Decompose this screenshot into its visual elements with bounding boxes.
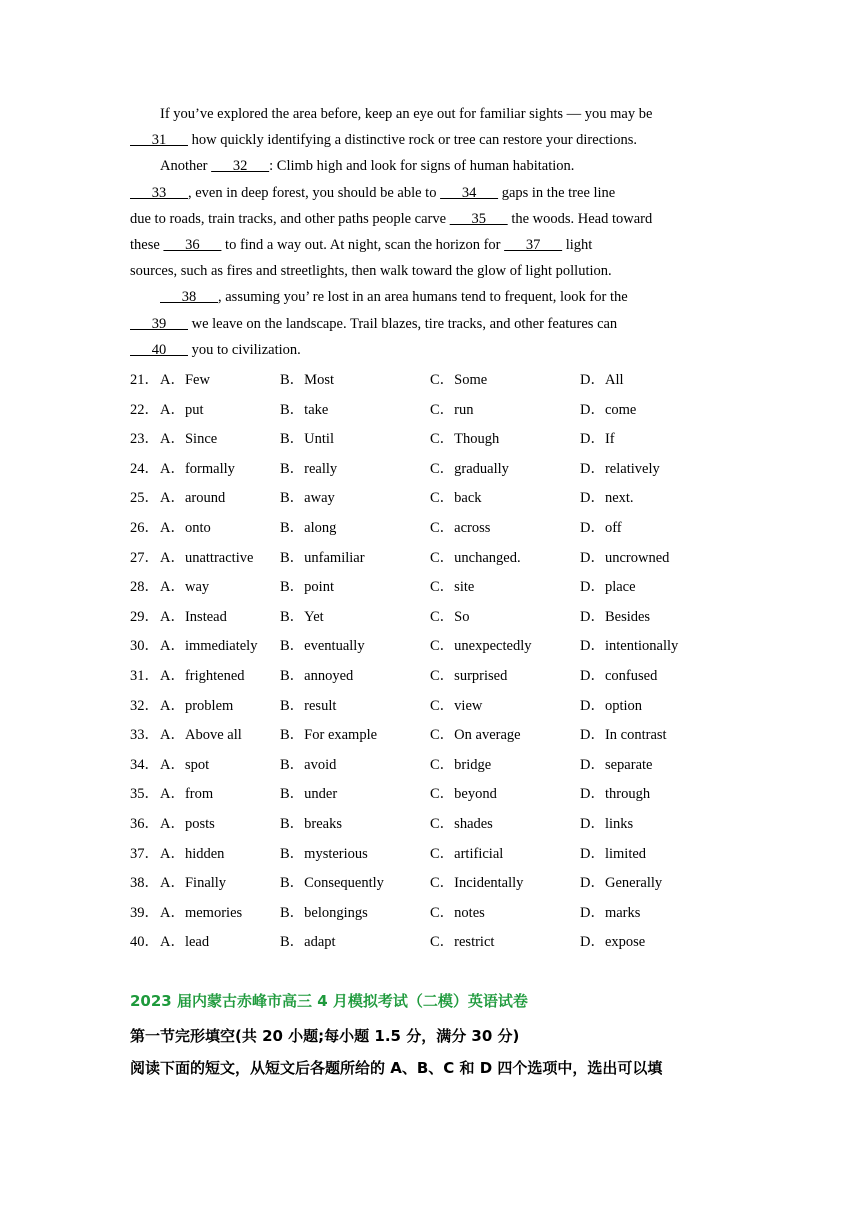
option-d: D．links: [580, 815, 634, 832]
option-c: C．unchanged.: [430, 549, 521, 566]
option-d: D．Besides: [580, 608, 651, 625]
option-a: A．from: [160, 786, 214, 803]
passage-text: how quickly identifying a distinctive rock or tree can restore your directions.: [188, 132, 637, 149]
passage-text: due to roads, train tracks, and other paths people carve: [130, 210, 450, 227]
option-a: A．onto: [160, 519, 211, 536]
option-a: A．Above all: [160, 727, 242, 744]
passage-text: to find a way out. At night, scan the horizon for: [221, 236, 505, 253]
option-d: D．off: [580, 519, 622, 536]
option-d: D．confused: [580, 667, 658, 684]
blank-35: 35: [449, 210, 508, 227]
passage-text: these: [130, 236, 164, 253]
passage-text: sources, such as fires and streetlights, then walk toward the glow of light pollution.: [130, 263, 612, 280]
question-number: 32．: [130, 697, 159, 714]
option-a: A．put: [160, 401, 204, 418]
option-a: A．problem: [160, 697, 234, 714]
question-number: 33．: [130, 727, 159, 744]
question-number: 29．: [130, 608, 159, 625]
option-a: A．formally: [160, 460, 235, 477]
option-a: A．memories: [160, 904, 243, 921]
passage-line: [130, 101, 730, 127]
option-b: B．along: [280, 519, 337, 536]
option-b: B．Consequently: [280, 875, 384, 892]
blank-34: 34: [440, 184, 499, 201]
option-d: D．expose: [580, 934, 646, 951]
option-b: B．away: [280, 490, 335, 507]
question-number: 24．: [130, 460, 159, 477]
option-d: D．come: [580, 401, 637, 418]
question-number: 23．: [130, 431, 159, 448]
option-d: D．All: [580, 372, 624, 388]
blank-33: 33: [130, 184, 188, 201]
passage-line: [130, 337, 730, 363]
option-c: C．gradually: [430, 460, 509, 477]
question-number: 26．: [130, 519, 159, 536]
option-c: C．notes: [430, 904, 485, 921]
option-a: A．spot: [160, 756, 210, 773]
option-c: C．On average: [430, 727, 521, 744]
option-b: B．Yet: [280, 608, 324, 625]
option-c: C．beyond: [430, 786, 497, 803]
passage-line: [130, 284, 730, 310]
option-b: B．take: [280, 401, 329, 418]
question-number: 21．: [130, 372, 159, 388]
option-a: A．Instead: [160, 608, 227, 625]
option-a: A．Since: [160, 431, 218, 448]
option-a: A．unattractive: [160, 549, 254, 566]
option-b: B．eventually: [280, 638, 365, 655]
option-d: D．intentionally: [580, 638, 679, 655]
option-b: B．breaks: [280, 815, 343, 832]
option-b: B．Until: [280, 431, 334, 448]
passage-text: , even in deep forest, you should be able to: [188, 184, 441, 201]
option-b: B．avoid: [280, 756, 337, 773]
question-number: 28．: [130, 579, 159, 596]
option-d: D．option: [580, 697, 643, 714]
question-number: 31．: [130, 667, 159, 684]
question-number: 35．: [130, 786, 159, 803]
section-title: 第一节完形填空(共 20 小题;每小题 1.5 分，满分 30 分): [130, 1027, 520, 1045]
option-a: A．Finally: [160, 875, 227, 892]
option-d: D．place: [580, 579, 636, 596]
passage-text: light: [562, 236, 593, 253]
option-a: A．posts: [160, 815, 215, 832]
option-b: B．unfamiliar: [280, 549, 365, 566]
option-d: D．If: [580, 431, 615, 448]
option-b: B．result: [280, 697, 337, 714]
question-number: 36．: [130, 815, 159, 832]
option-a: A．lead: [160, 934, 210, 951]
option-c: C．Though: [430, 431, 500, 448]
blank-32: 32: [211, 158, 270, 175]
option-c: C．unexpectedly: [430, 638, 532, 655]
option-d: D．marks: [580, 904, 641, 921]
question-number: 30．: [130, 638, 159, 655]
option-a: A．hidden: [160, 845, 225, 862]
option-a: A．immediately: [160, 638, 258, 655]
passage-line: [130, 206, 730, 232]
cloze-passage: [130, 101, 730, 363]
blank-31: 31: [130, 132, 188, 149]
exam-title: 2023 届内蒙古赤峰市高三 4 月模拟考试（二模）英语试卷: [130, 992, 528, 1010]
question-number: 34．: [130, 756, 159, 773]
question-number: 27．: [130, 549, 159, 566]
option-d: D．Generally: [580, 875, 663, 892]
option-c: C．surprised: [430, 667, 508, 684]
option-d: D．next.: [580, 490, 634, 507]
option-d: D．limited: [580, 845, 647, 862]
option-c: C．Incidentally: [430, 875, 524, 892]
passage-line: [130, 258, 730, 284]
option-c: C．artificial: [430, 845, 504, 862]
option-b: B．mysterious: [280, 845, 368, 862]
passage-text: , assuming you’ re lost in an area humans tend to frequent, look for the: [218, 289, 628, 306]
option-a: A．Few: [160, 372, 210, 388]
option-c: C．across: [430, 519, 491, 536]
passage-text: : Climb high and look for signs of human habitation.: [269, 158, 575, 175]
option-b: B．point: [280, 579, 334, 596]
option-d: D．separate: [580, 756, 653, 773]
option-c: C．site: [430, 579, 475, 596]
passage-text: gaps in the tree line: [498, 184, 616, 201]
option-b: B．belongings: [280, 904, 368, 921]
question-number: 22．: [130, 401, 159, 418]
question-number: 38．: [130, 875, 159, 892]
option-c: C．So: [430, 608, 470, 625]
option-b: B．For example: [280, 727, 378, 744]
passage-text: we leave on the landscape. Trail blazes, tire tracks, and other features can: [188, 315, 618, 332]
option-b: B．really: [280, 460, 338, 477]
passage-line: [130, 180, 730, 206]
option-c: C．run: [430, 401, 474, 418]
option-d: D．through: [580, 786, 651, 803]
option-c: C．restrict: [430, 934, 495, 951]
passage-line: [130, 232, 730, 258]
passage-line: [130, 311, 730, 337]
option-c: C．view: [430, 697, 483, 714]
option-b: B．annoyed: [280, 667, 354, 684]
question-number: 40．: [130, 934, 159, 951]
blank-38: 38: [160, 289, 218, 306]
option-b: B．Most: [280, 372, 334, 388]
passage-text: you to civilization.: [188, 341, 301, 358]
question-number: 39．: [130, 904, 159, 921]
option-c: C．back: [430, 490, 482, 507]
blank-37: 37: [504, 236, 563, 253]
option-c: C．shades: [430, 815, 493, 832]
option-c: C．bridge: [430, 756, 492, 773]
passage-text: Another: [160, 158, 212, 175]
option-d: D．uncrowned: [580, 549, 670, 566]
option-b: B．under: [280, 786, 338, 803]
question-number: 25．: [130, 490, 159, 507]
blank-39: 39: [130, 315, 188, 332]
option-a: A．frightened: [160, 667, 245, 684]
option-d: D．In contrast: [580, 727, 667, 744]
option-a: A．around: [160, 490, 226, 507]
passage-line: [130, 153, 730, 179]
passage-line: [130, 127, 730, 153]
blank-40: 40: [130, 341, 188, 358]
question-number: 37．: [130, 845, 159, 862]
passage-text: the woods. Head toward: [507, 210, 653, 227]
option-b: B．adapt: [280, 934, 336, 951]
option-a: A．way: [160, 579, 210, 596]
blank-36: 36: [163, 236, 222, 253]
option-c: C．Some: [430, 372, 488, 388]
passage-text: If you’ve explored the area before, keep an eye out for familiar sights — you may be: [160, 106, 653, 122]
option-d: D．relatively: [580, 460, 660, 477]
instructions: 阅读下面的短文，从短文后各题所给的 A、B、C 和 D 四个选项中，选出可以填: [130, 1059, 663, 1077]
